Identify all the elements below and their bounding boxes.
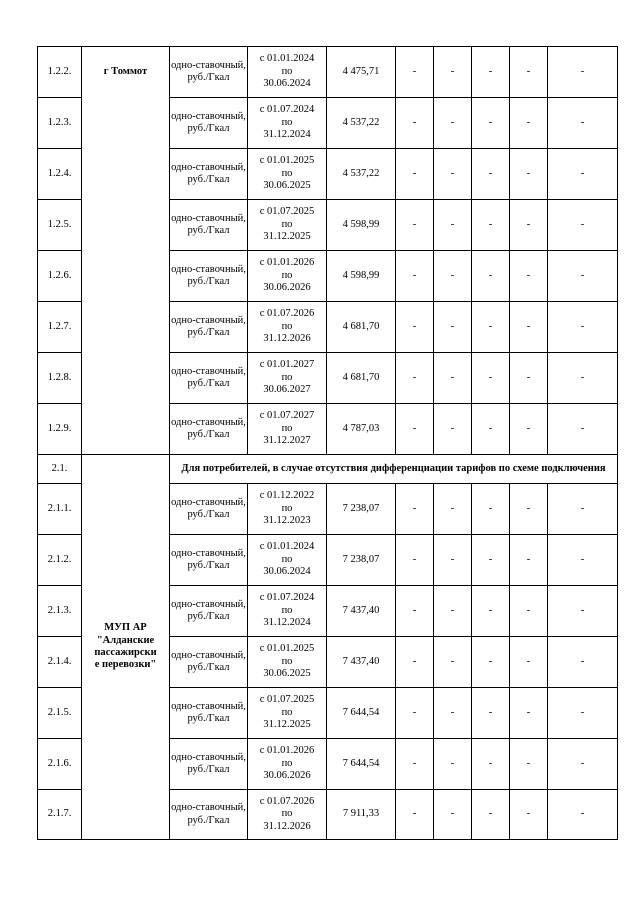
empty-value-dash: - (510, 353, 548, 404)
empty-value-dash: - (434, 98, 472, 149)
empty-value-dash: - (396, 353, 434, 404)
empty-value-dash: - (548, 47, 618, 98)
empty-value-dash: - (396, 200, 434, 251)
tariff-period (248, 739, 327, 790)
row-number: 2.1.7. (38, 790, 82, 840)
tariff-unit: одно-ставочный, руб./Гкал (170, 484, 248, 535)
period-to: 30.06.2025 (263, 180, 311, 192)
tariff-unit: одно-ставочный, руб./Гкал (170, 353, 248, 404)
empty-value-dash: - (472, 739, 510, 790)
tariff-period (248, 404, 327, 455)
period-from: с 01.12.2022 (259, 490, 315, 502)
period-to: 31.12.2026 (263, 333, 311, 345)
tariff-period (248, 149, 327, 200)
empty-value-dash: - (396, 637, 434, 688)
tariff-value: 4 787,03 (327, 404, 396, 455)
row-number: 1.2.8. (38, 353, 82, 404)
empty-value-dash: - (472, 251, 510, 302)
tariff-value: 7 911,33 (327, 790, 396, 840)
tariff-period (248, 484, 327, 535)
empty-value-dash: - (510, 302, 548, 353)
period-by: по (281, 553, 293, 565)
empty-value-dash: - (548, 688, 618, 739)
period-to: 30.06.2025 (263, 668, 311, 680)
period-from: с 01.01.2024 (259, 541, 315, 553)
period-by: по (281, 116, 293, 128)
empty-value-dash: - (510, 251, 548, 302)
period-from: с 01.01.2026 (259, 745, 315, 757)
empty-value-dash: - (472, 535, 510, 586)
empty-value-dash: - (472, 200, 510, 251)
row-number: 1.2.4. (38, 149, 82, 200)
empty-value-dash: - (396, 790, 434, 840)
org-name-line: МУП АР (104, 622, 147, 634)
empty-value-dash: - (510, 535, 548, 586)
empty-value-dash: - (434, 200, 472, 251)
tariff-value: 7 238,07 (327, 484, 396, 535)
tariff-value: 7 644,54 (327, 739, 396, 790)
period-by: по (281, 502, 293, 514)
row-number: 2.1.2. (38, 535, 82, 586)
period-by: по (281, 269, 293, 281)
empty-value-dash: - (548, 251, 618, 302)
period-to: 30.06.2024 (263, 566, 311, 578)
empty-value-dash: - (472, 484, 510, 535)
section-heading: Для потребителей, в случае отсутствия дифференциации тарифов по схеме подключения (170, 455, 618, 484)
period-from: с 01.01.2025 (259, 155, 315, 167)
row-number: 2.1.5. (38, 688, 82, 739)
org-name-line: е перевозки" (94, 659, 157, 671)
tariff-period (248, 790, 327, 840)
period-from: с 01.07.2026 (259, 795, 315, 807)
tariff-period (248, 251, 327, 302)
tariff-period (248, 586, 327, 637)
empty-value-dash: - (510, 47, 548, 98)
period-by: по (281, 808, 293, 820)
period-to: 31.12.2023 (263, 515, 311, 527)
period-from: с 01.07.2024 (259, 592, 315, 604)
empty-value-dash: - (510, 790, 548, 840)
period-to: 31.12.2026 (263, 820, 311, 832)
empty-value-dash: - (396, 404, 434, 455)
empty-value-dash: - (396, 586, 434, 637)
row-number: 1.2.7. (38, 302, 82, 353)
tariff-unit: одно-ставочный, руб./Гкал (170, 302, 248, 353)
period-by: по (281, 167, 293, 179)
empty-value-dash: - (396, 251, 434, 302)
period-from: с 01.01.2025 (259, 643, 315, 655)
empty-value-dash: - (396, 484, 434, 535)
section-heading-row (38, 455, 618, 484)
period-by: по (281, 65, 293, 77)
empty-value-dash: - (548, 404, 618, 455)
period-by: по (281, 655, 293, 667)
empty-value-dash: - (396, 302, 434, 353)
empty-value-dash: - (434, 586, 472, 637)
empty-value-dash: - (548, 98, 618, 149)
empty-value-dash: - (434, 404, 472, 455)
period-from: с 01.07.2025 (259, 694, 315, 706)
period-to: 31.12.2025 (263, 719, 311, 731)
tariff-period (248, 47, 327, 98)
period-by: по (281, 422, 293, 434)
empty-value-dash: - (472, 586, 510, 637)
empty-value-dash: - (434, 535, 472, 586)
empty-value-dash: - (434, 484, 472, 535)
period-by: по (281, 706, 293, 718)
empty-value-dash: - (548, 586, 618, 637)
period-to: 31.12.2024 (263, 129, 311, 141)
row-number: 1.2.5. (38, 200, 82, 251)
empty-value-dash: - (510, 688, 548, 739)
period-from: с 01.07.2024 (259, 104, 315, 116)
tariff-value: 4 681,70 (327, 353, 396, 404)
row-number: 2.1.6. (38, 739, 82, 790)
period-from: с 01.07.2025 (259, 206, 315, 218)
empty-value-dash: - (510, 586, 548, 637)
period-from: с 01.07.2027 (259, 410, 315, 422)
period-to: 31.12.2024 (263, 617, 311, 629)
period-by: по (281, 371, 293, 383)
empty-value-dash: - (472, 47, 510, 98)
tariff-unit: одно-ставочный, руб./Гкал (170, 404, 248, 455)
empty-value-dash: - (510, 637, 548, 688)
tariff-period (248, 637, 327, 688)
table-row (38, 47, 618, 98)
row-number: 2.1.1. (38, 484, 82, 535)
empty-value-dash: - (434, 353, 472, 404)
empty-value-dash: - (396, 149, 434, 200)
tariff-unit: одно-ставочный, руб./Гкал (170, 637, 248, 688)
row-number: 2.1.3. (38, 586, 82, 637)
empty-value-dash: - (396, 47, 434, 98)
tariff-value: 4 598,99 (327, 200, 396, 251)
empty-value-dash: - (434, 688, 472, 739)
empty-value-dash: - (434, 47, 472, 98)
period-by: по (281, 218, 293, 230)
empty-value-dash: - (548, 637, 618, 688)
empty-value-dash: - (396, 688, 434, 739)
empty-value-dash: - (510, 98, 548, 149)
org-name-line: "Алданские (96, 634, 155, 646)
tariff-value: 7 644,54 (327, 688, 396, 739)
period-from: с 01.01.2024 (259, 53, 315, 65)
empty-value-dash: - (548, 739, 618, 790)
tariff-value: 7 437,40 (327, 586, 396, 637)
tariff-period (248, 688, 327, 739)
tariff-unit: одно-ставочный, руб./Гкал (170, 790, 248, 840)
empty-value-dash: - (472, 637, 510, 688)
tariff-unit: одно-ставочный, руб./Гкал (170, 200, 248, 251)
tariff-unit: одно-ставочный, руб./Гкал (170, 535, 248, 586)
org-name-tommot: г Томмот (82, 47, 170, 455)
empty-value-dash: - (472, 688, 510, 739)
empty-value-dash: - (510, 404, 548, 455)
period-from: с 01.01.2026 (259, 257, 315, 269)
row-number: 2.1.4. (38, 637, 82, 688)
tariff-value: 4 598,99 (327, 251, 396, 302)
tariff-value: 4 537,22 (327, 98, 396, 149)
tariff-unit: одно-ставочный, руб./Гкал (170, 251, 248, 302)
row-number: 1.2.6. (38, 251, 82, 302)
empty-value-dash: - (472, 149, 510, 200)
tariff-table (37, 46, 618, 840)
period-to: 30.06.2026 (263, 282, 311, 294)
tariff-unit: одно-ставочный, руб./Гкал (170, 149, 248, 200)
tariff-unit: одно-ставочный, руб./Гкал (170, 47, 248, 98)
period-to: 30.06.2024 (263, 78, 311, 90)
period-by: по (281, 320, 293, 332)
tariff-unit: одно-ставочный, руб./Гкал (170, 688, 248, 739)
row-number: 1.2.2. (38, 47, 82, 98)
tariff-unit: одно-ставочный, руб./Гкал (170, 98, 248, 149)
empty-value-dash: - (396, 739, 434, 790)
period-by: по (281, 757, 293, 769)
empty-value-dash: - (472, 302, 510, 353)
empty-value-dash: - (434, 637, 472, 688)
row-number: 1.2.3. (38, 98, 82, 149)
row-number: 1.2.9. (38, 404, 82, 455)
tariff-period (248, 302, 327, 353)
empty-value-dash: - (434, 790, 472, 840)
empty-value-dash: - (396, 98, 434, 149)
tariff-period (248, 535, 327, 586)
period-to: 31.12.2027 (263, 435, 311, 447)
empty-value-dash: - (548, 302, 618, 353)
empty-value-dash: - (472, 98, 510, 149)
empty-value-dash: - (510, 739, 548, 790)
tariff-value: 4 475,71 (327, 47, 396, 98)
tariff-period (248, 200, 327, 251)
empty-value-dash: - (434, 251, 472, 302)
empty-value-dash: - (434, 302, 472, 353)
period-by: по (281, 604, 293, 616)
tariff-period (248, 98, 327, 149)
empty-value-dash: - (548, 790, 618, 840)
empty-value-dash: - (434, 149, 472, 200)
period-from: с 01.07.2026 (259, 308, 315, 320)
empty-value-dash: - (548, 200, 618, 251)
org-name-line: пассажирски (94, 647, 157, 658)
tariff-period (248, 353, 327, 404)
tariff-value: 4 681,70 (327, 302, 396, 353)
period-from: с 01.01.2027 (259, 359, 315, 371)
tariff-unit: одно-ставочный, руб./Гкал (170, 586, 248, 637)
tariff-value: 7 437,40 (327, 637, 396, 688)
empty-value-dash: - (548, 353, 618, 404)
empty-value-dash: - (548, 484, 618, 535)
empty-value-dash: - (510, 149, 548, 200)
empty-value-dash: - (472, 790, 510, 840)
period-to: 30.06.2027 (263, 384, 311, 396)
tariff-unit: одно-ставочный, руб./Гкал (170, 739, 248, 790)
empty-value-dash: - (548, 149, 618, 200)
empty-value-dash: - (548, 535, 618, 586)
period-to: 30.06.2026 (263, 770, 311, 782)
tariff-value: 7 238,07 (327, 535, 396, 586)
tariff-value: 4 537,22 (327, 149, 396, 200)
empty-value-dash: - (472, 353, 510, 404)
empty-value-dash: - (396, 535, 434, 586)
empty-value-dash: - (510, 484, 548, 535)
section-number: 2.1. (38, 455, 82, 484)
empty-value-dash: - (434, 739, 472, 790)
period-to: 31.12.2025 (263, 231, 311, 243)
empty-value-dash: - (510, 200, 548, 251)
org-name-aldan (82, 455, 170, 840)
empty-value-dash: - (472, 404, 510, 455)
